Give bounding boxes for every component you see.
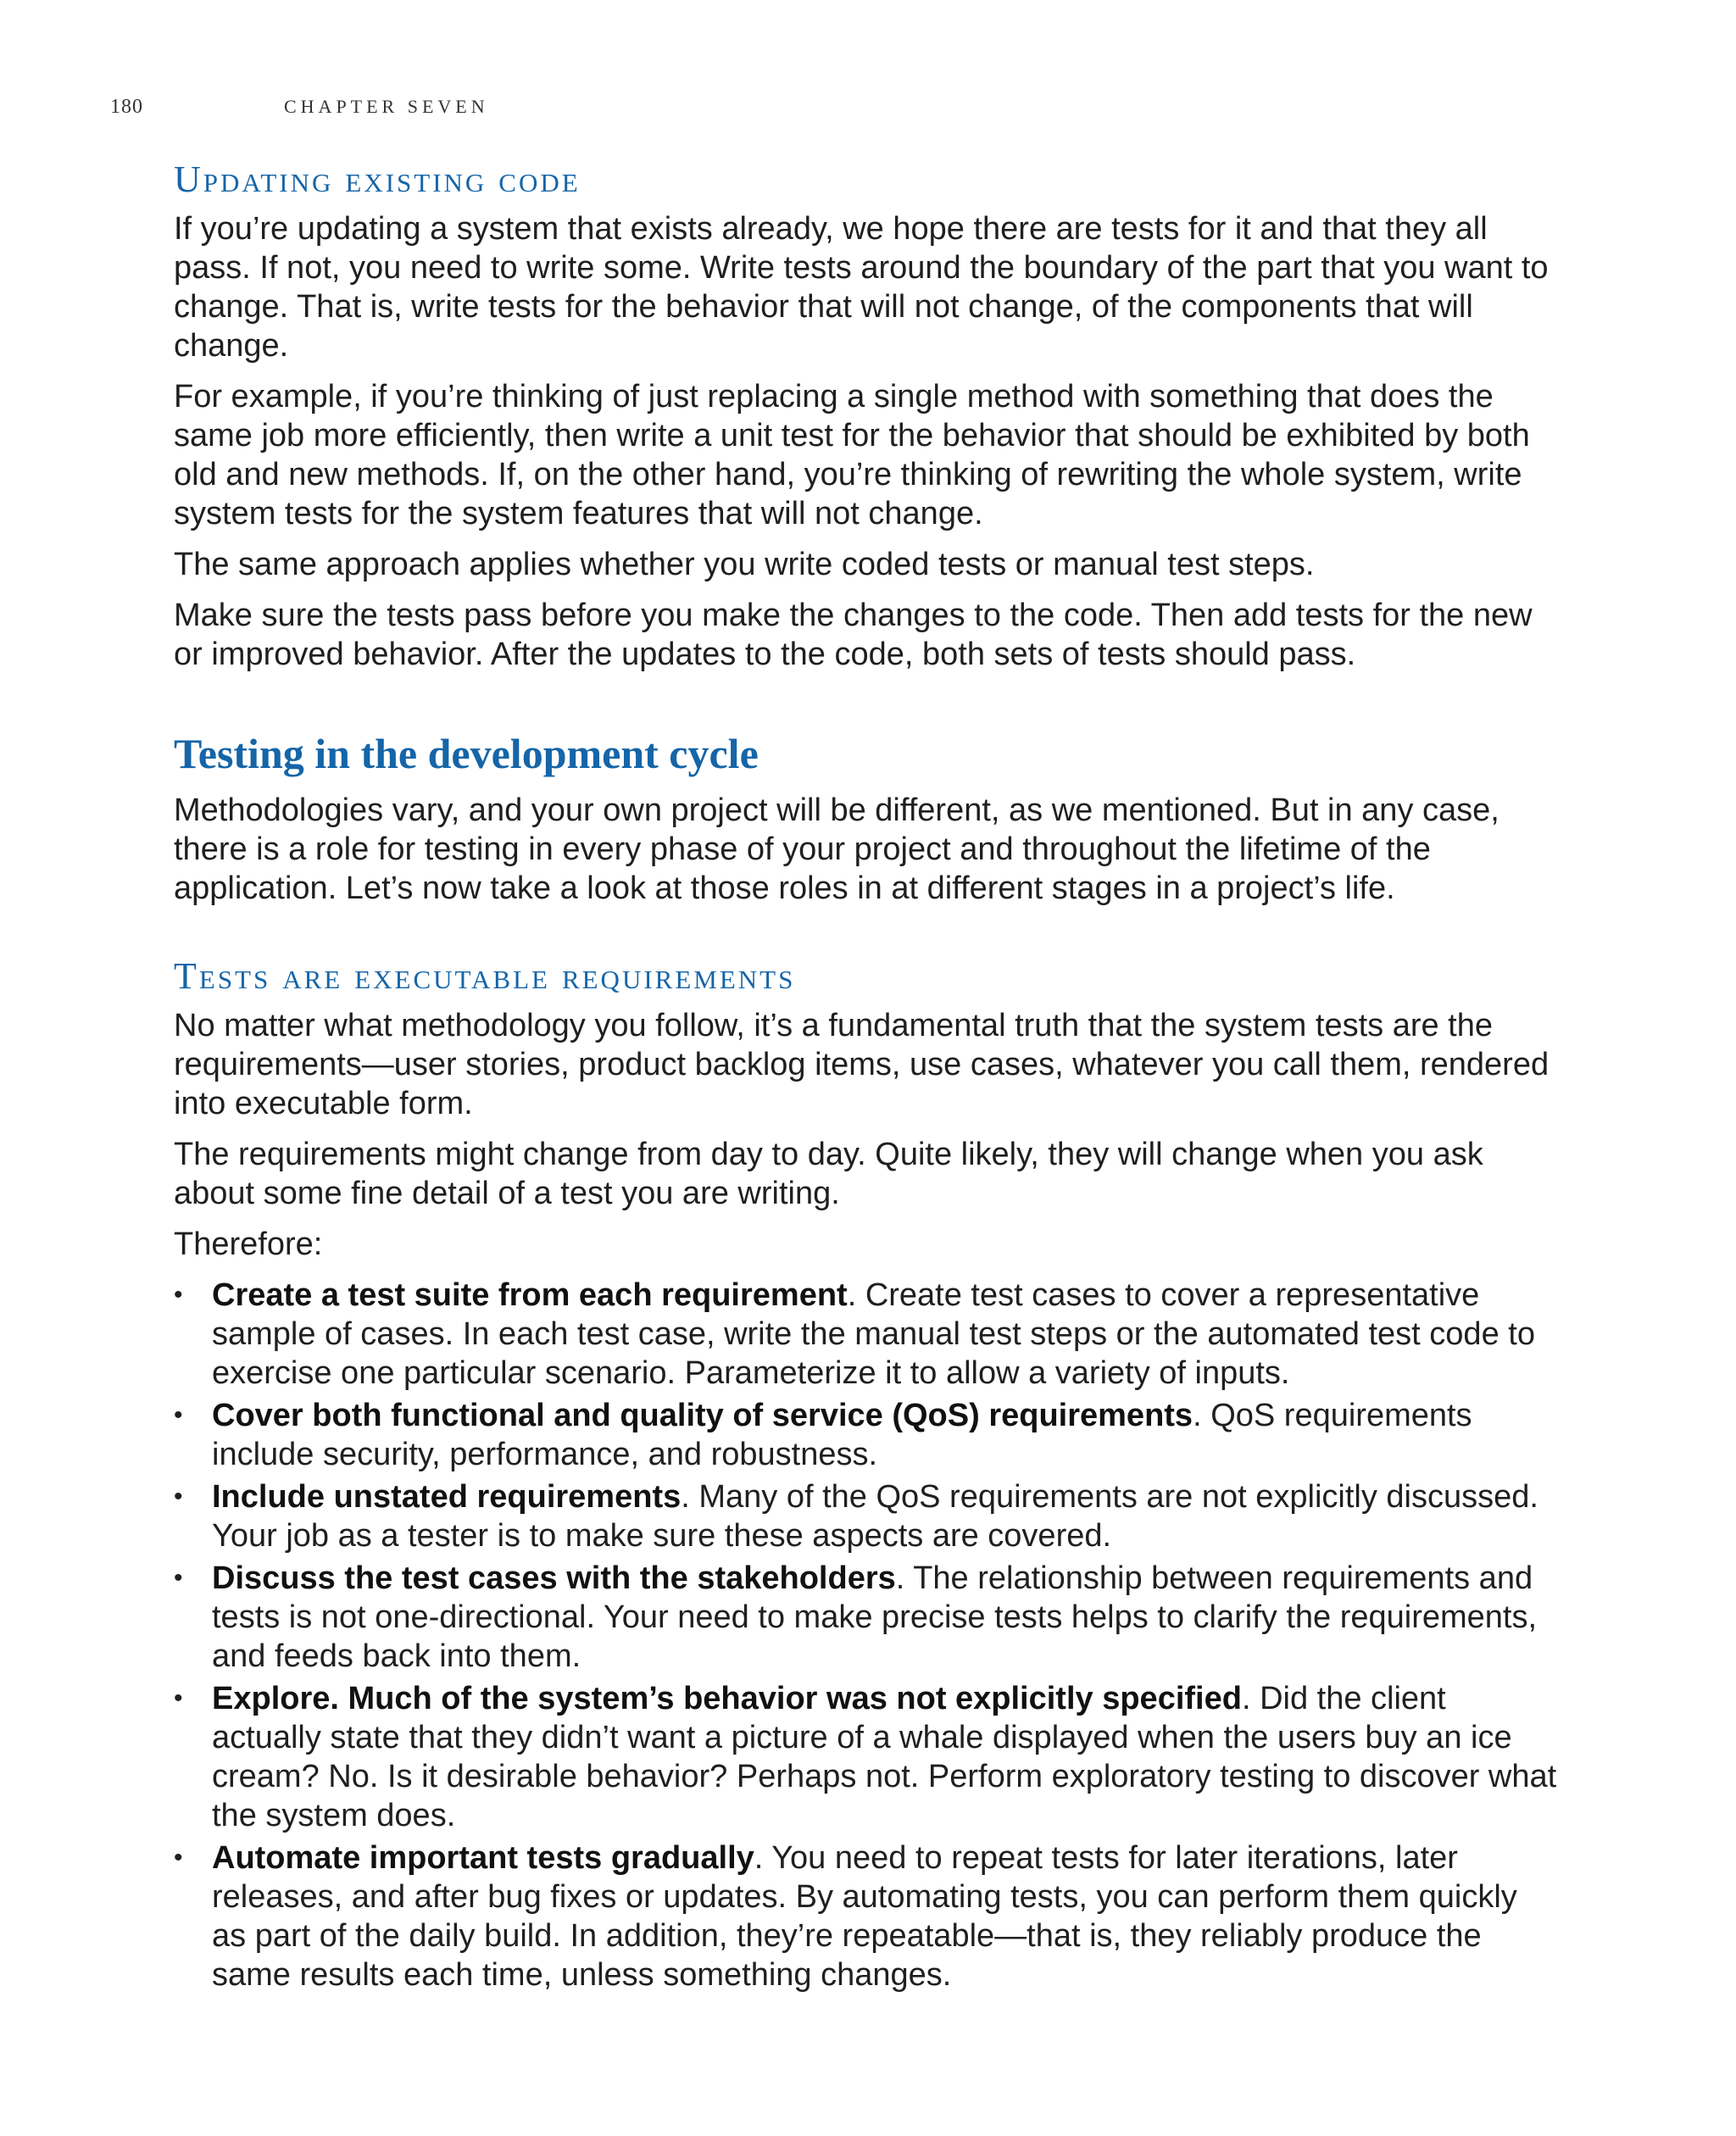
list-item-text: . Create test cases to cover a representative sample of cases. In each test case, write the manual test steps or the automated test code to exercise one particular scenario. Parameterize it to allow a variety of inputs. xyxy=(212,1277,1535,1391)
requirements-list xyxy=(174,1276,1560,1994)
bullet-icon: • xyxy=(174,1401,183,1429)
section-heading-requirements: Tests are executable requirements xyxy=(174,955,796,997)
paragraph: The same approach applies whether you write coded tests or manual test steps. xyxy=(174,547,1315,582)
list-item-title: Include unstated requirements xyxy=(212,1479,682,1515)
paragraph: For example, if you’re thinking of just replacing a single method with something that does the same job more efficiently, then write a unit test for the behavior that should be exhibited by both old and new methods. If, on the other hand, you’re thinking of rewriting the whole system, write system tests for the system features that will not change. xyxy=(174,379,1530,531)
list-item-title: Cover both functional and quality of service (QoS) requirements xyxy=(212,1398,1194,1433)
list-item xyxy=(174,1477,1560,1555)
list-item-title: Automate important tests gradually xyxy=(212,1840,754,1876)
bullet-icon: • xyxy=(174,1844,183,1872)
list-item xyxy=(174,1276,1560,1393)
paragraph: Methodologies vary, and your own project will be different, as we mentioned. But in any case, there is a role for testing in every phase of your project and throughout the lifetime of the application. Let’s now take a look at those roles in at different stages in a project’s life. xyxy=(174,793,1500,906)
bullet-icon: • xyxy=(174,1684,183,1712)
page-header xyxy=(110,96,1651,126)
list-item-text: . You need to repeat tests for later iterations, later releases, and after bug fixes or updates. By automating tests, you can perform them quickly as part of the daily build. In addition, they’re repeatable—that is, they reliably produce the same results each time, unless something changes. xyxy=(212,1840,1517,1993)
list-item-text: . Did the client actually state that they didn’t want a picture of a whale displayed when the users buy an ice cream? No. Is it desirable behavior? Perhaps not. Perform exploratory testing to discover what the system does. xyxy=(212,1681,1557,1833)
paragraph: No matter what methodology you follow, it’s a fundamental truth that the system tests are the requirements—user stories, product backlog items, use cases, whatever you call them, rendered into executable form. xyxy=(174,1008,1550,1121)
paragraph: Therefore: xyxy=(174,1227,323,1262)
paragraph: Make sure the tests pass before you make the changes to the code. Then add tests for the new or improved behavior. After the updates to the code, both sets of tests should pass. xyxy=(174,598,1533,672)
list-item-text: . The relationship between requirements and tests is not one-directional. Your need to make precise tests helps to clarify the requirements, and feeds back into them. xyxy=(212,1560,1538,1674)
bullet-icon: • xyxy=(174,1281,183,1309)
paragraph: The requirements might change from day to day. Quite likely, they will change when you ask about some fine detail of a test you are writing. xyxy=(174,1137,1483,1211)
list-item-title: Create a test suite from each requirement xyxy=(212,1277,848,1313)
section-heading-testing-cycle: Testing in the development cycle xyxy=(174,730,759,777)
bullet-icon: • xyxy=(174,1564,183,1592)
running-head: CHAPTER SEVEN xyxy=(284,96,489,117)
bullet-icon: • xyxy=(174,1482,183,1510)
list-item xyxy=(174,1679,1560,1835)
list-item xyxy=(174,1559,1560,1676)
list-item-title: Discuss the test cases with the stakeholders xyxy=(212,1560,896,1596)
paragraph: If you’re updating a system that exists already, we hope there are tests for it and that they all pass. If not, you need to write some. Write tests around the boundary of the part that you want to change. That is, write tests for the behavior that will not change, of the components that will change. xyxy=(174,211,1549,364)
list-item-text: . QoS requirements include security, performance, and robustness. xyxy=(212,1398,1472,1472)
section-heading-updating: Updating existing code xyxy=(174,159,581,200)
list-item xyxy=(174,1838,1560,1994)
list-item-text: . Many of the QoS requirements are not explicitly discussed. Your job as a tester is to make sure these aspects are covered. xyxy=(212,1479,1538,1554)
list-item xyxy=(174,1396,1560,1474)
page-number: 180 xyxy=(110,96,143,118)
list-item-title: Explore. Much of the system’s behavior was not explicitly specified xyxy=(212,1681,1242,1716)
page-body xyxy=(174,157,1560,1998)
